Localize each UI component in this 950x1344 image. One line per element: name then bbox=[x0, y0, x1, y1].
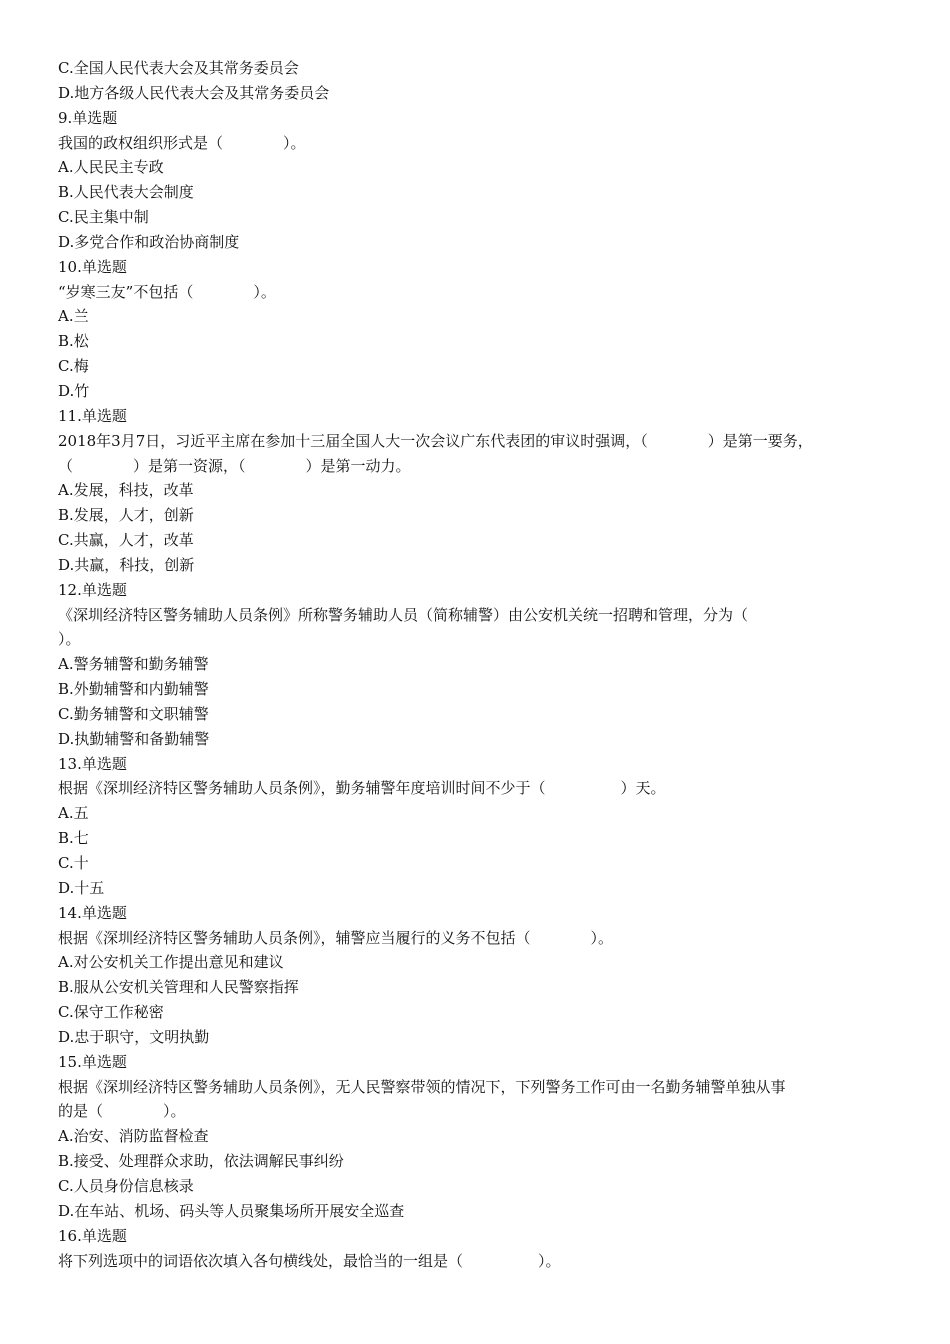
text-line: C.保守工作秘密 bbox=[58, 1003, 164, 1022]
text-line: 根据《深圳经济特区警务辅助人员条例》，勤务辅警年度培训时间不少于（ ）天。 bbox=[58, 779, 666, 798]
text-line: B.接受、处理群众求助，依法调解民事纠纷 bbox=[58, 1152, 344, 1171]
text-line: B.发展，人才，创新 bbox=[58, 506, 194, 525]
text-line: D.执勤辅警和备勤辅警 bbox=[58, 729, 210, 748]
text-line: C.民主集中制 bbox=[58, 208, 149, 227]
question-list bbox=[58, 56, 894, 1273]
text-line: 的是（ ）。 bbox=[58, 1102, 186, 1121]
text-line: D.竹 bbox=[58, 381, 90, 400]
text-line: D.忠于职守，文明执勤 bbox=[58, 1027, 210, 1046]
text-line: 12.单选题 bbox=[58, 580, 127, 599]
text-line: “岁寒三友”不包括（ ）。 bbox=[58, 282, 276, 301]
text-line: A.发展，科技，改革 bbox=[58, 481, 194, 500]
text-line: A.五 bbox=[58, 804, 89, 823]
text-line: 11.单选题 bbox=[58, 406, 127, 425]
text-line: D.地方各级人民代表大会及其常务委员会 bbox=[58, 83, 330, 102]
text-line: 2018年3月7日，习近平主席在参加十三届全国人大一次会议广东代表团的审议时强调，（ ）是第一要务， bbox=[58, 431, 813, 450]
text-line: C.梅 bbox=[58, 357, 89, 376]
text-line: C.人员身份信息核录 bbox=[58, 1176, 194, 1195]
text-line: 16.单选题 bbox=[58, 1226, 127, 1245]
text-line: D.十五 bbox=[58, 878, 105, 897]
text-line: D.多党合作和政治协商制度 bbox=[58, 232, 240, 251]
text-line: C.勤务辅警和文职辅警 bbox=[58, 704, 209, 723]
text-line: B.七 bbox=[58, 829, 89, 848]
text-line: D.在车站、机场、码头等人员聚集场所开展安全巡查 bbox=[58, 1201, 405, 1220]
text-line: C.共赢，人才，改革 bbox=[58, 531, 194, 550]
text-line: 9.单选题 bbox=[58, 108, 118, 127]
text-line: A.兰 bbox=[58, 307, 89, 326]
text-line: （ ）是第一资源，（ ）是第一动力。 bbox=[58, 456, 411, 475]
text-line: 根据《深圳经济特区警务辅助人员条例》，无人民警察带领的情况下，下列警务工作可由一名勤务辅警单独从事 bbox=[58, 1077, 786, 1096]
text-line: A.警务辅警和勤务辅警 bbox=[58, 655, 209, 674]
text-line: B.外勤辅警和内勤辅警 bbox=[58, 680, 209, 699]
text-line: 14.单选题 bbox=[58, 903, 127, 922]
text-line: 《深圳经济特区警务辅助人员条例》所称警务辅助人员（简称辅警）由公安机关统一招聘和管理，分为（ bbox=[58, 605, 749, 624]
text-line: C.全国人民代表大会及其常务委员会 bbox=[58, 59, 299, 77]
text-line: A.对公安机关工作提出意见和建议 bbox=[58, 953, 284, 972]
text-line: B.人民代表大会制度 bbox=[58, 183, 194, 202]
text-line: 15.单选题 bbox=[58, 1052, 127, 1071]
text-line: B.服从公安机关管理和人民警察指挥 bbox=[58, 978, 299, 997]
text-line: B.松 bbox=[58, 332, 89, 351]
text-line: C.十 bbox=[58, 854, 89, 872]
text-line: A.治安、消防监督检查 bbox=[58, 1127, 209, 1146]
text-line: 13.单选题 bbox=[58, 754, 127, 773]
text-line: 我国的政权组织形式是（ ）。 bbox=[58, 133, 306, 152]
text-line: 根据《深圳经济特区警务辅助人员条例》，辅警应当履行的义务不包括（ ）。 bbox=[58, 928, 614, 947]
text-line: 将下列选项中的词语依次填入各句横线处，最恰当的一组是（ ）。 bbox=[58, 1251, 561, 1270]
text-line: D.共赢，科技，创新 bbox=[58, 555, 195, 574]
text-line: A.人民民主专政 bbox=[58, 158, 164, 177]
text-line: ）。 bbox=[58, 630, 81, 649]
text-line: 10.单选题 bbox=[58, 257, 127, 276]
